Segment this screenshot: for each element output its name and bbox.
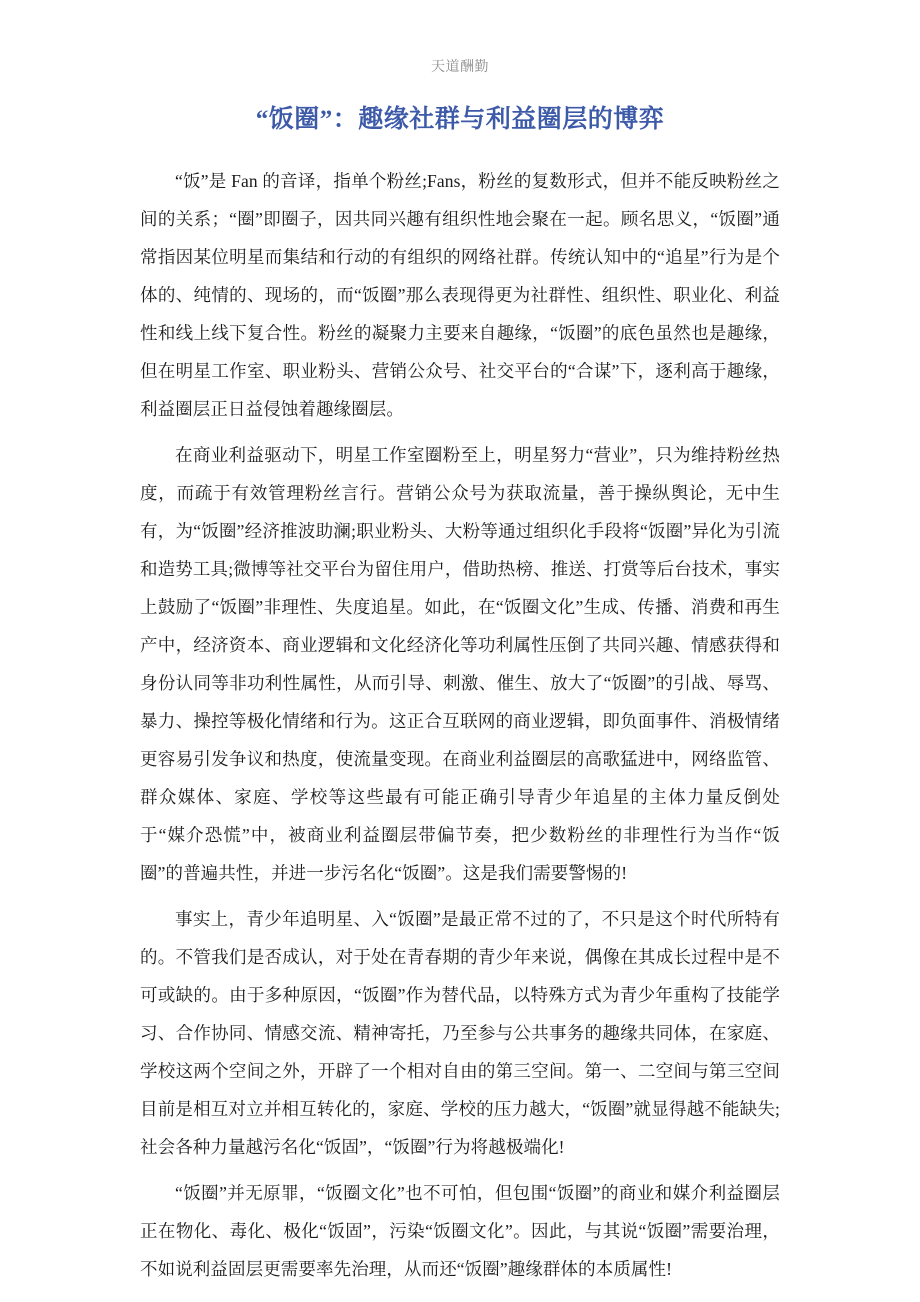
document-body (140, 100, 780, 1288)
page-header-watermark: 天道酬勤 (431, 60, 489, 75)
paragraph-2: 在商业利益驱动下，明星工作室圈粉至上，明星努力“营业”，只为维持粉丝热度，而疏于有效管理粉丝言行。营销公众号为获取流量，善于操纵舆论，无中生有，为“饭圈”经济推波助澜;职业粉头、大粉等通过组织化手段将“饭圈”异化为引流和造势工具;微博等社交平台为留住用户，借助热榜、推送、打赏等后台技术，事实上鼓励了“饭圈”非理性、失度追星。如此，在“饭圈文化”生成、传播、消费和再生产中，经济资本、商业逻辑和文化经济化等功利属性压倒了共同兴趣、情感获得和身份认同等非功利性属性，从而引导、刺激、催生、放大了“饭圈”的引战、辱骂、暴力、操控等极化情绪和行为。这正合互联网的商业逻辑，即负面事件、消极情绪更容易引发争议和热度，使流量变现。在商业利益圈层的高歌猛进中，网络监管、群众媒体、家庭、学校等这些最有可能正确引导青少年追星的主体力量反倒处于“媒介恐慌”中，被商业利益圈层带偏节奏，把少数粉丝的非理性行为当作“饭圈”的普遍共性，并进一步污名化“饭圈”。这是我们需要警惕的! (140, 445, 780, 883)
page-title: “饭圈”：趣缘社群与利益圈层的博弈 (255, 106, 665, 133)
paragraph-1: “饭”是 Fan 的音译，指单个粉丝;Fans，粉丝的复数形式，但并不能反映粉丝之间的关系；“圈”即圈子，因共同兴趣有组织性地会聚在一起。顾名思义，“饭圈”通常指因某位明星而集结和行动的有组织的网络社群。传统认知中的“追星”行为是个体的、纯情的、现场的，而“饭圈”那么表现得更为社群性、组织性、职业化、利益性和线上线下复合性。粉丝的凝聚力主要来自趣缘，“饭圈”的底色虽然也是趣缘，但在明星工作室、职业粉头、营销公众号、社交平台的“合谋”下，逐利高于趣缘，利益圈层正日益侵蚀着趣缘圈层。 (140, 171, 780, 419)
paragraph-4: “饭圈”并无原罪，“饭圈文化”也不可怕，但包围“饭圈”的商业和媒介利益圈层正在物化、毒化、极化“饭固”，污染“饭圈文化”。因此，与其说“饭圈”需要治理，不如说利益固层更需要率先治理，从而还“饭圈”趣缘群体的本质属性! (140, 1183, 780, 1279)
paragraph-3: 事实上，青少年追明星、入“饭圈”是最正常不过的了，不只是这个时代所特有的。不管我们是否成认，对于处在青春期的青少年来说，偶像在其成长过程中是不可或缺的。由于多种原因，“饭圈”作为替代品，以特殊方式为青少年重构了技能学习、合作协同、情感交流、精神寄托，乃至参与公共事务的趣缘共同体，在家庭、学校这两个空间之外，开辟了一个相对自由的第三空间。第一、二空间与第三空间目前是相互对立并相互转化的，家庭、学校的压力越大，“饭圈”就显得越不能缺失;社会各种力量越污名化“饭固”，“饭圈”行为将越极端化! (140, 909, 780, 1157)
